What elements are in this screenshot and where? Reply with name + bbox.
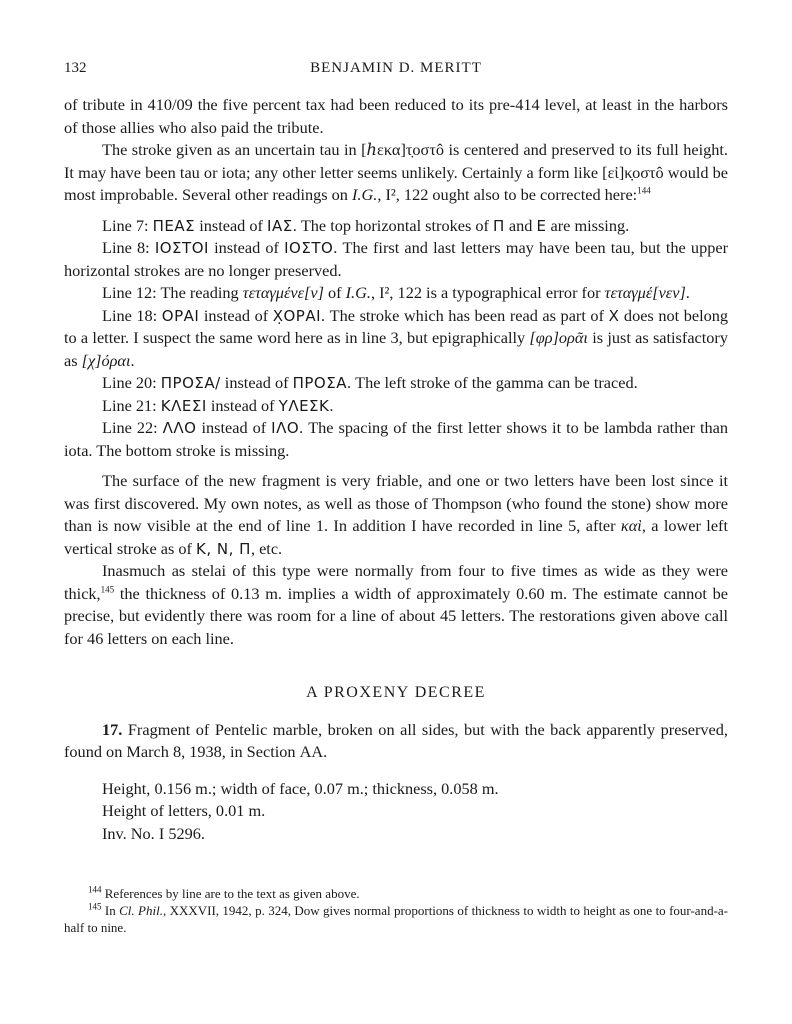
footnote-ref[interactable]: 144: [637, 185, 651, 196]
paragraph: The surface of the new fragment is very friable, and one or two letters have been lost since it was first discovered. My own notes, as well as those of Thompson (who found the stone) show more than is now visible at the end of line 1. In addition I have recorded in line 5, after καὶ, a lower left vertical stroke as of Κ, Ν, Π, etc.: [64, 471, 728, 558]
entry-measurements: [64, 778, 728, 846]
footnote: $^{144}$ References by line are to the text as given above.: [88, 884, 360, 901]
inventory-number: Inv. No. I 5296.: [102, 823, 205, 843]
footnote-ref[interactable]: 145: [100, 584, 115, 595]
paragraph: of tribute in 410/09 the five percent tax had been reduced to its pre-414 level, at least in the harbors of those allies who also paid the tribute.: [64, 95, 728, 137]
paragraph: Inasmuch as stelai of this type were normally from four to five times as wide as they were thick,$^{145}$ the thickness of 0.13 m. implies a width of approximately 0.60 m. The estimate cannot be precise, but evidently there was room for a line of about 45 letters. The restorations given above call for 46 letters on each line.: [64, 561, 728, 648]
footnote: $^{145}$ In Cl. Phil., XXXVII, 1942, p. 324, Dow gives normal proportions of thickness to width to height as one to four-and-a-half to nine.: [64, 901, 728, 935]
paragraph: The stroke given as an uncertain tau in [ℎεκα]τ̣οστô is centered and preserved to its full height. It may have been tau or iota; any other letter seems unlikely. Certainly a form like [εἰ]κ̣οστô would be most improbable. Several other readings on I.G., I², 122 ought also to be corrected here:$^{144}$: [64, 140, 728, 204]
page-header: [64, 60, 728, 82]
letter-height: Height of letters, 0.01 m.: [102, 801, 266, 820]
page-number: 132: [64, 60, 87, 76]
running-head: BENJAMIN D. MERITT: [310, 60, 482, 76]
dimensions: Height, 0.156 m.; width of face, 0.07 m.; thickness, 0.058 m.: [102, 778, 499, 798]
line-note: Line 22: ΛΛΟ instead of ΙΛΟ. The spacing of the first letter shows it to be lambda rather than iota. The bottom stroke is missing.: [64, 418, 729, 460]
line-note: Line 21: ΚΛΕΣΙ instead of ΥΛΕΣΚ.: [102, 395, 334, 415]
line-note: Line 12: The reading τεταγμένε[ν] of I.G., I², 122 is a typographical error for τεταγμέ[νεν].: [102, 283, 690, 302]
line-note: Line 8: ΙΟΣΤΟΙ instead of ΙΟΣΤΟ. The first and last letters may have been tau, but the upper horizontal strokes are no longer preserved.: [64, 238, 728, 280]
line-note: Line 20: ΠΡΟΣΑ/ instead of ΠΡΟΣΑ. The left stroke of the gamma can be traced.: [102, 373, 638, 392]
line-note: Line 18: ΟΡΑΙ instead of Χ̣ΟΡΑΙ. The stroke which has been read as part of Χ does not belong to a letter. I suspect the same word here as in line 3, but epigraphically [φρ]ορᾶι is just as satisfactory as [χ]όραι.: [64, 305, 729, 370]
entry-description: 17. Fragment of Pentelic marble, broken on all sides, but with the back apparently preserved, found on March 8, 1938, in Section ΑΑ.: [64, 719, 728, 761]
line-note: Line 7: ΠΕΑΣ instead of ΙΑΣ. The top horizontal strokes of Π and Ε are missing.: [102, 215, 630, 235]
footnotes: [64, 885, 728, 936]
main-text: [64, 94, 728, 936]
section-title: A PROXENY DECREE: [306, 684, 486, 701]
entry-number: 17.: [102, 719, 123, 739]
